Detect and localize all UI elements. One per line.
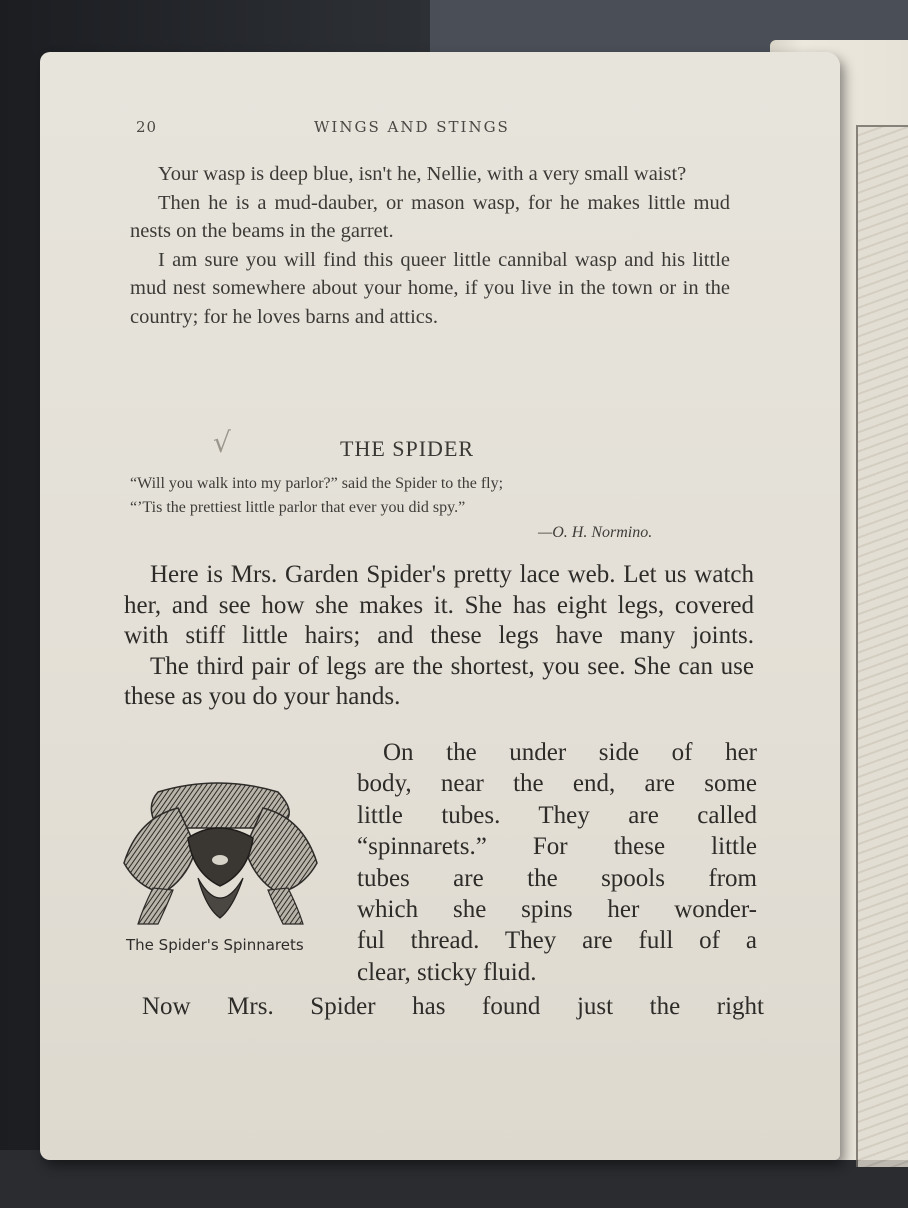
figure-caption: The Spider's Spinnarets xyxy=(126,936,304,954)
body-line: which she spins her wonder- xyxy=(357,896,757,924)
running-title: WINGS AND STINGS xyxy=(314,118,510,136)
body-line: clear, sticky fluid. xyxy=(357,958,537,986)
epigraph-line: “’Tis the prettiest little parlor that ever you did spy.” xyxy=(130,499,466,516)
body-line: tubes are the spools from xyxy=(357,864,757,892)
body-column xyxy=(357,737,757,988)
body-line: body, near the end, are some xyxy=(357,770,757,798)
body-line: On the under side of her xyxy=(383,739,757,766)
page-number: 20 xyxy=(136,118,158,136)
body-text xyxy=(124,560,754,713)
body-end-line: Now Mrs. Spider has found just the right xyxy=(142,993,764,1020)
body-line: ful thread. They are full of a xyxy=(357,927,757,955)
facing-page-illustration xyxy=(856,125,908,1167)
spider-spinnarets-figure xyxy=(118,778,323,928)
intro-paragraph: Then he is a mud-dauber, or mason wasp, for he makes little mud nests on the beams in the garret. xyxy=(130,191,730,242)
spider-spinnarets-illustration xyxy=(118,778,323,928)
intro-text xyxy=(130,160,730,331)
intro-paragraph: I am sure you will find this queer little cannibal wasp and his little mud nest somewhere about your home, if you live in the town or in the country; for he loves barns and attics. xyxy=(130,248,730,328)
section-title: THE SPIDER xyxy=(340,436,475,461)
epigraph-attribution: —O. H. Normino. xyxy=(538,524,653,541)
epigraph xyxy=(130,472,740,520)
body-line: “spinnarets.” For these little xyxy=(357,833,757,861)
body-paragraph: Here is Mrs. Garden Spider's pretty lace web. Let us watch her, and see how she makes it. She has eight legs, covered with stiff little hairs; and these legs have many joints. xyxy=(124,561,754,649)
pencil-check-mark: √ xyxy=(213,426,231,459)
intro-paragraph: Your wasp is deep blue, isn't he, Nellie, with a very small waist? xyxy=(158,163,687,185)
body-line: little tubes. They are called xyxy=(357,801,757,829)
body-paragraph: The third pair of legs are the shortest, you see. She can use these as you do your hands. xyxy=(124,652,754,710)
epigraph-line: “Will you walk into my parlor?” said the Spider to the fly; xyxy=(130,475,504,492)
